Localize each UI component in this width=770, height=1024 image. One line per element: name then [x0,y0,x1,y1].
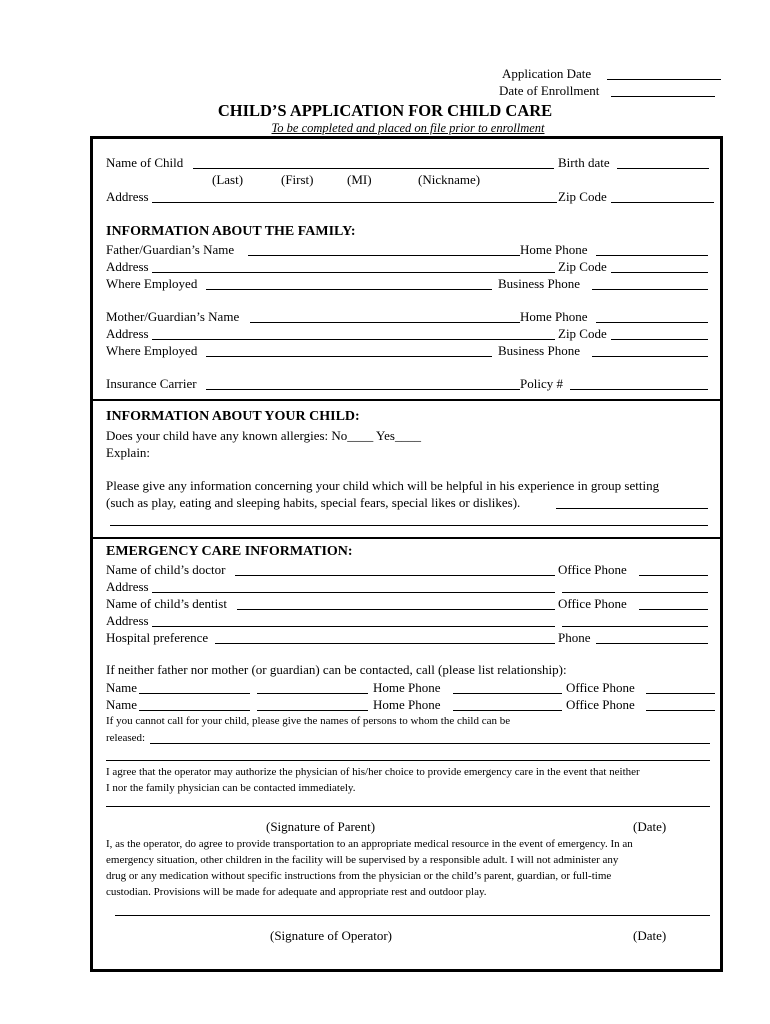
mother-employer-label: Where Employed [106,343,198,358]
mother-business-phone-field[interactable] [592,356,708,357]
father-business-phone-label: Business Phone [498,276,580,291]
contact1-relationship-field[interactable] [257,693,368,694]
contact2-office-phone-label: Office Phone [566,697,635,712]
contact1-home-phone-label: Home Phone [373,680,441,695]
operator-text-line3: drug or any medication without specific instructions from the physician or the child’s parent, guardian, or full-time [106,870,612,882]
father-home-phone-label: Home Phone [520,242,588,257]
doctor-office-phone-field[interactable] [639,575,708,576]
child-address-field[interactable] [152,202,557,203]
doctor-label: Name of child’s doctor [106,562,226,577]
contact2-name-field[interactable] [139,710,250,711]
dentist-label: Name of child’s dentist [106,596,227,611]
father-zip-label: Zip Code [558,259,607,274]
contact1-name-label: Name [106,680,138,695]
parent-signature-label: (Signature of Parent) [266,819,376,834]
insurance-field[interactable] [206,389,520,390]
child-address-label: Address [106,189,149,204]
allergies-question: Does your child have any known allergies: No____ Yes____ [106,428,421,443]
father-name-label: Father/Guardian’s Name [106,242,235,257]
mother-business-phone-label: Business Phone [498,343,580,358]
child-name-field[interactable] [193,168,554,169]
hospital-phone-field[interactable] [596,643,708,644]
doctor-address-label: Address [106,579,149,594]
hospital-label: Hospital preference [106,630,209,645]
contact2-home-phone-field[interactable] [453,710,562,711]
your-child-heading: INFORMATION ABOUT YOUR CHILD: [106,409,360,424]
info-request-line2: (such as play, eating and sleeping habits, special fears, special likes or dislikes). [106,495,521,510]
operator-text-line2: emergency situation, other children in the facility will be supervised by a responsible adult. I will not administer any [106,854,619,866]
father-zip-field[interactable] [611,272,708,273]
mother-zip-field[interactable] [611,339,708,340]
family-heading: INFORMATION ABOUT THE FAMILY: [106,224,356,239]
contact1-office-phone-field[interactable] [646,693,715,694]
release-text-line2: released: [106,732,146,744]
consent-text-line2: I nor the family physician can be contacted immediately. [106,782,356,794]
doctor-office-phone-label: Office Phone [558,562,627,577]
page-subtitle: To be completed and placed on file prior to enrollment [271,121,545,135]
application-date-label: Application Date [502,66,592,81]
section-divider [92,399,721,401]
operator-signature-field[interactable] [115,915,710,916]
doctor-address-field[interactable] [152,592,555,593]
mother-name-label: Mother/Guardian’s Name [106,309,240,324]
dentist-address-label: Address [106,613,149,628]
operator-text-line1: I, as the operator, do agree to provide transportation to an appropriate medical resource in the event of emergency. In an [106,838,633,850]
operator-signature-label: (Signature of Operator) [270,928,393,943]
child-zip-field[interactable] [611,202,714,203]
contact1-office-phone-label: Office Phone [566,680,635,695]
mother-name-field[interactable] [250,322,520,323]
mother-home-phone-label: Home Phone [520,309,588,324]
doctor-address-field-2[interactable] [562,592,708,593]
info-request-line1: Please give any information concerning your child which will be helpful in his experience in group setting [106,478,660,493]
consent-text-line1: I agree that the operator may authorize the physician of his/her choice to provide emergency care in the event that neither [106,766,640,778]
release-text-line1: If you cannot call for your child, please give the names of persons to whom the child can be [106,715,511,727]
policy-label: Policy # [520,376,563,391]
child-name-label: Name of Child [106,155,184,170]
hospital-phone-label: Phone [558,630,591,645]
dentist-address-field[interactable] [152,626,555,627]
father-address-field[interactable] [152,272,555,273]
father-address-label: Address [106,259,149,274]
contact2-home-phone-label: Home Phone [373,697,441,712]
release-field-line1[interactable] [150,743,710,744]
dentist-office-phone-label: Office Phone [558,596,627,611]
mother-employer-field[interactable] [206,356,492,357]
insurance-label: Insurance Carrier [106,376,197,391]
emergency-heading: EMERGENCY CARE INFORMATION: [106,544,353,559]
dentist-field[interactable] [237,609,555,610]
page-title: CHILD’S APPLICATION FOR CHILD CARE [217,101,553,120]
info-field-line2[interactable] [110,525,708,526]
contact2-relationship-field[interactable] [257,710,368,711]
contact2-office-phone-field[interactable] [646,710,715,711]
contact1-name-field[interactable] [139,693,250,694]
enrollment-date-label: Date of Enrollment [499,83,600,98]
child-zip-label: Zip Code [558,189,607,204]
birth-date-label: Birth date [558,155,610,170]
mother-home-phone-field[interactable] [596,322,708,323]
mother-address-field[interactable] [152,339,555,340]
father-employer-label: Where Employed [106,276,198,291]
father-business-phone-field[interactable] [592,289,708,290]
info-field-line1[interactable] [556,508,708,509]
parent-signature-field[interactable] [106,806,710,807]
contact2-name-label: Name [106,697,138,712]
doctor-field[interactable] [235,575,555,576]
hospital-field[interactable] [215,643,555,644]
first-hint: (First) [281,172,314,187]
section-divider [92,537,721,539]
mi-hint: (MI) [347,172,372,187]
explain-label: Explain: [106,445,151,460]
enrollment-date-field[interactable] [611,96,715,97]
father-name-field[interactable] [248,255,520,256]
dentist-office-phone-field[interactable] [639,609,708,610]
last-hint: (Last) [212,172,244,187]
mother-address-label: Address [106,326,149,341]
contact1-home-phone-field[interactable] [453,693,562,694]
policy-field[interactable] [570,389,708,390]
release-field-line2[interactable] [106,760,710,761]
birth-date-field[interactable] [617,168,709,169]
nickname-hint: (Nickname) [418,172,481,187]
contact-intro: If neither father nor mother (or guardian) can be contacted, call (please list relationship): [106,662,567,677]
father-employer-field[interactable] [206,289,492,290]
dentist-address-field-2[interactable] [562,626,708,627]
operator-text-line4: custodian. Provisions will be made for adequate and appropriate rest and outdoor play. [106,886,487,898]
parent-date-label: (Date) [633,819,667,834]
operator-date-label: (Date) [633,928,667,943]
father-home-phone-field[interactable] [596,255,708,256]
application-date-field[interactable] [607,79,721,80]
mother-zip-label: Zip Code [558,326,607,341]
